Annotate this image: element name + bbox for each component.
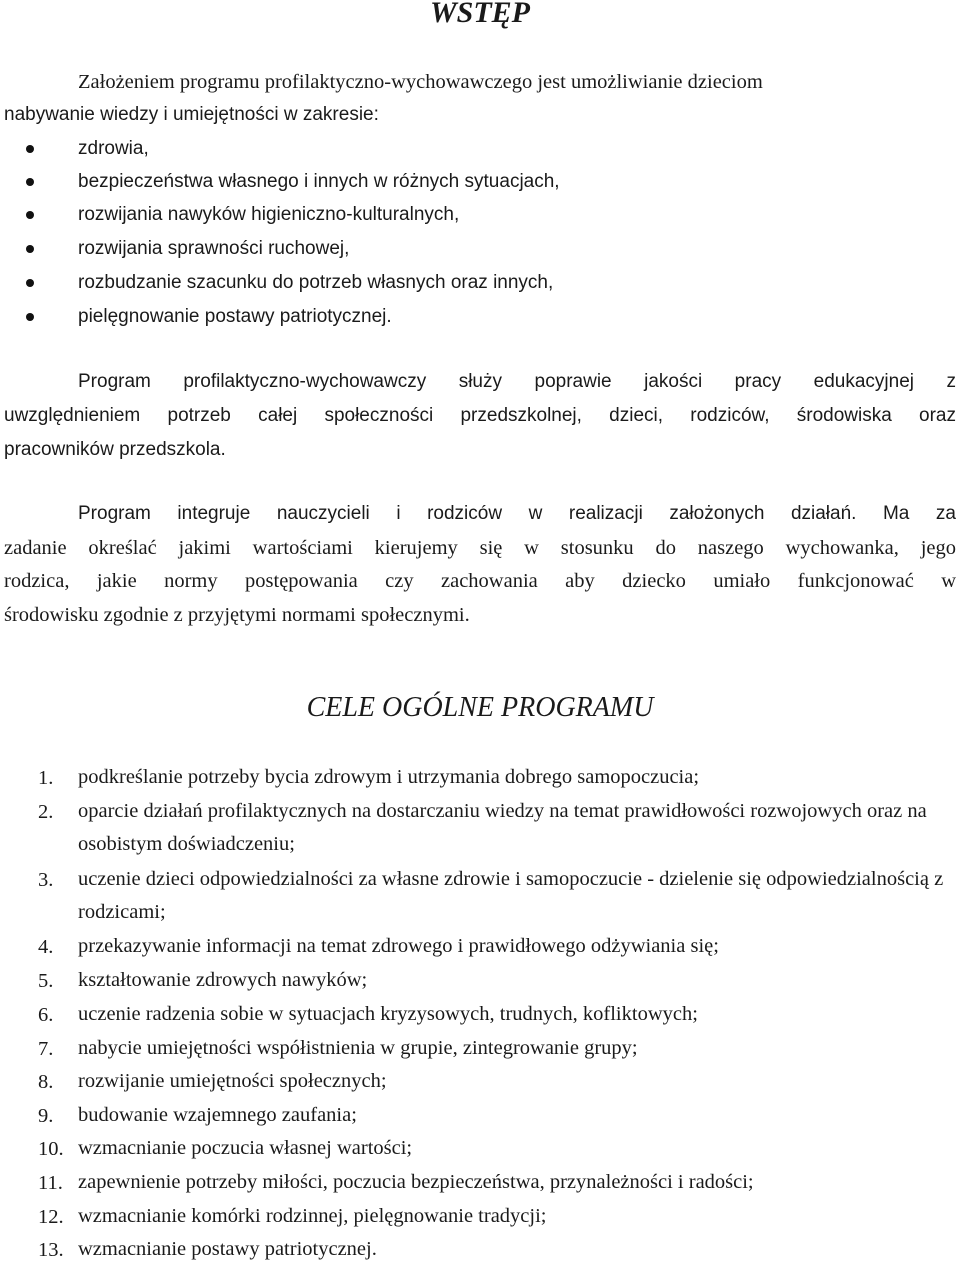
goal-number: 10.	[38, 1138, 64, 1160]
goal-number: 4.	[38, 936, 54, 958]
bullet-icon	[26, 313, 34, 321]
goal-text: kształtowanie zdrowych nawyków;	[78, 969, 368, 991]
paragraph-2-line-2: uwzględnieniem potrzeb całej społeczności przedszkolnej, dzieci, rodziców, środowiska oraz	[4, 405, 956, 426]
bullet-icon	[26, 245, 34, 253]
goal-text: uczenie dzieci odpowiedzialności za własne zdrowie i samopoczucie - dzielenie się odpowiedzialnością z rodzicami;	[78, 868, 944, 923]
list-item-text: rozwijania nawyków higieniczno-kulturalnych,	[78, 204, 460, 225]
goals-heading: CELE OGÓLNE PROGRAMU	[306, 692, 654, 723]
goal-number: 3.	[38, 869, 54, 891]
goal-text: oparcie działań profilaktycznych na dostarczaniu wiedzy na temat prawidłowości rozwojowych oraz na osobistym doświadczeniu;	[78, 800, 927, 855]
list-item	[0, 170, 960, 194]
goal-text: wzmacnianie postawy patriotycznej.	[78, 1238, 377, 1260]
page-title: WSTĘP	[429, 0, 531, 29]
paragraph-3-line-4: środowisku zgodnie z przyjętymi normami społecznymi.	[4, 604, 470, 626]
goal-number: 9.	[38, 1105, 54, 1127]
list-item	[0, 137, 960, 161]
goal-text: podkreślanie potrzeby bycia zdrowym i utrzymania dobrego samopoczucia;	[78, 766, 700, 788]
goal-text: rozwijanie umiejętności społecznych;	[78, 1070, 387, 1092]
bullet-icon	[26, 178, 34, 186]
list-item-text: rozwijania sprawności ruchowej,	[78, 238, 350, 259]
list-item	[0, 271, 960, 295]
goal-text: uczenie radzenia sobie w sytuacjach kryzysowych, trudnych, kofliktowych;	[78, 1003, 698, 1025]
paragraph-2-line-1: Program profilaktyczno-wychowawczy służy poprawie jakości pracy edukacyjnej z	[78, 371, 956, 392]
list-item-text: rozbudzanie szacunku do potrzeb własnych oraz innych,	[78, 272, 554, 293]
list-item-text: zdrowia,	[78, 138, 149, 159]
intro-line-2: nabywanie wiedzy i umiejętności w zakresie:	[4, 104, 379, 125]
paragraph-2-line-3: pracowników przedszkola.	[4, 439, 226, 460]
list-item	[0, 305, 960, 329]
goal-text: przekazywanie informacji na temat zdrowego i prawidłowego odżywiania się;	[78, 935, 719, 957]
goal-number: 6.	[38, 1004, 54, 1026]
intro-line-1: Założeniem programu profilaktyczno-wychowawczego jest umożliwianie dzieciom	[78, 71, 763, 93]
paragraph-3-line-2: zadanie określać jakimi wartościami kierujemy się w stosunku do naszego wychowanka, jego	[4, 537, 956, 559]
goal-number: 7.	[38, 1038, 54, 1060]
list-item	[0, 237, 960, 261]
goal-number: 8.	[38, 1071, 54, 1093]
goal-number: 1.	[38, 767, 54, 789]
goal-number: 2.	[38, 801, 54, 823]
goal-text: zapewnienie potrzeby miłości, poczucia bezpieczeństwa, przynależności i radości;	[78, 1171, 754, 1193]
list-item-text: bezpieczeństwa własnego i innych w różnych sytuacjach,	[78, 171, 560, 192]
goal-text: budowanie wzajemnego zaufania;	[78, 1104, 357, 1126]
bullet-icon	[26, 145, 34, 153]
goal-text: wzmacnianie poczucia własnej wartości;	[78, 1137, 413, 1159]
goal-text: nabycie umiejętności współistnienia w grupie, zintegrowanie grupy;	[78, 1037, 638, 1059]
bullet-icon	[26, 279, 34, 287]
goal-number: 12.	[38, 1206, 64, 1228]
goal-number: 11.	[38, 1172, 63, 1194]
paragraph-3-line-3: rodzica, jakie normy postępowania czy zachowania aby dziecko umiało funkcjonować w	[4, 570, 956, 592]
list-item-text: pielęgnowanie postawy patriotycznej.	[78, 306, 392, 327]
goal-number: 13.	[38, 1239, 64, 1261]
goal-number: 5.	[38, 970, 54, 992]
paragraph-3-line-1: Program integruje nauczycieli i rodziców w realizacji założonych działań. Ma za	[78, 503, 956, 524]
goal-text: wzmacnianie komórki rodzinnej, pielęgnowanie tradycji;	[78, 1205, 547, 1227]
bullet-icon	[26, 211, 34, 219]
list-item	[0, 203, 960, 227]
